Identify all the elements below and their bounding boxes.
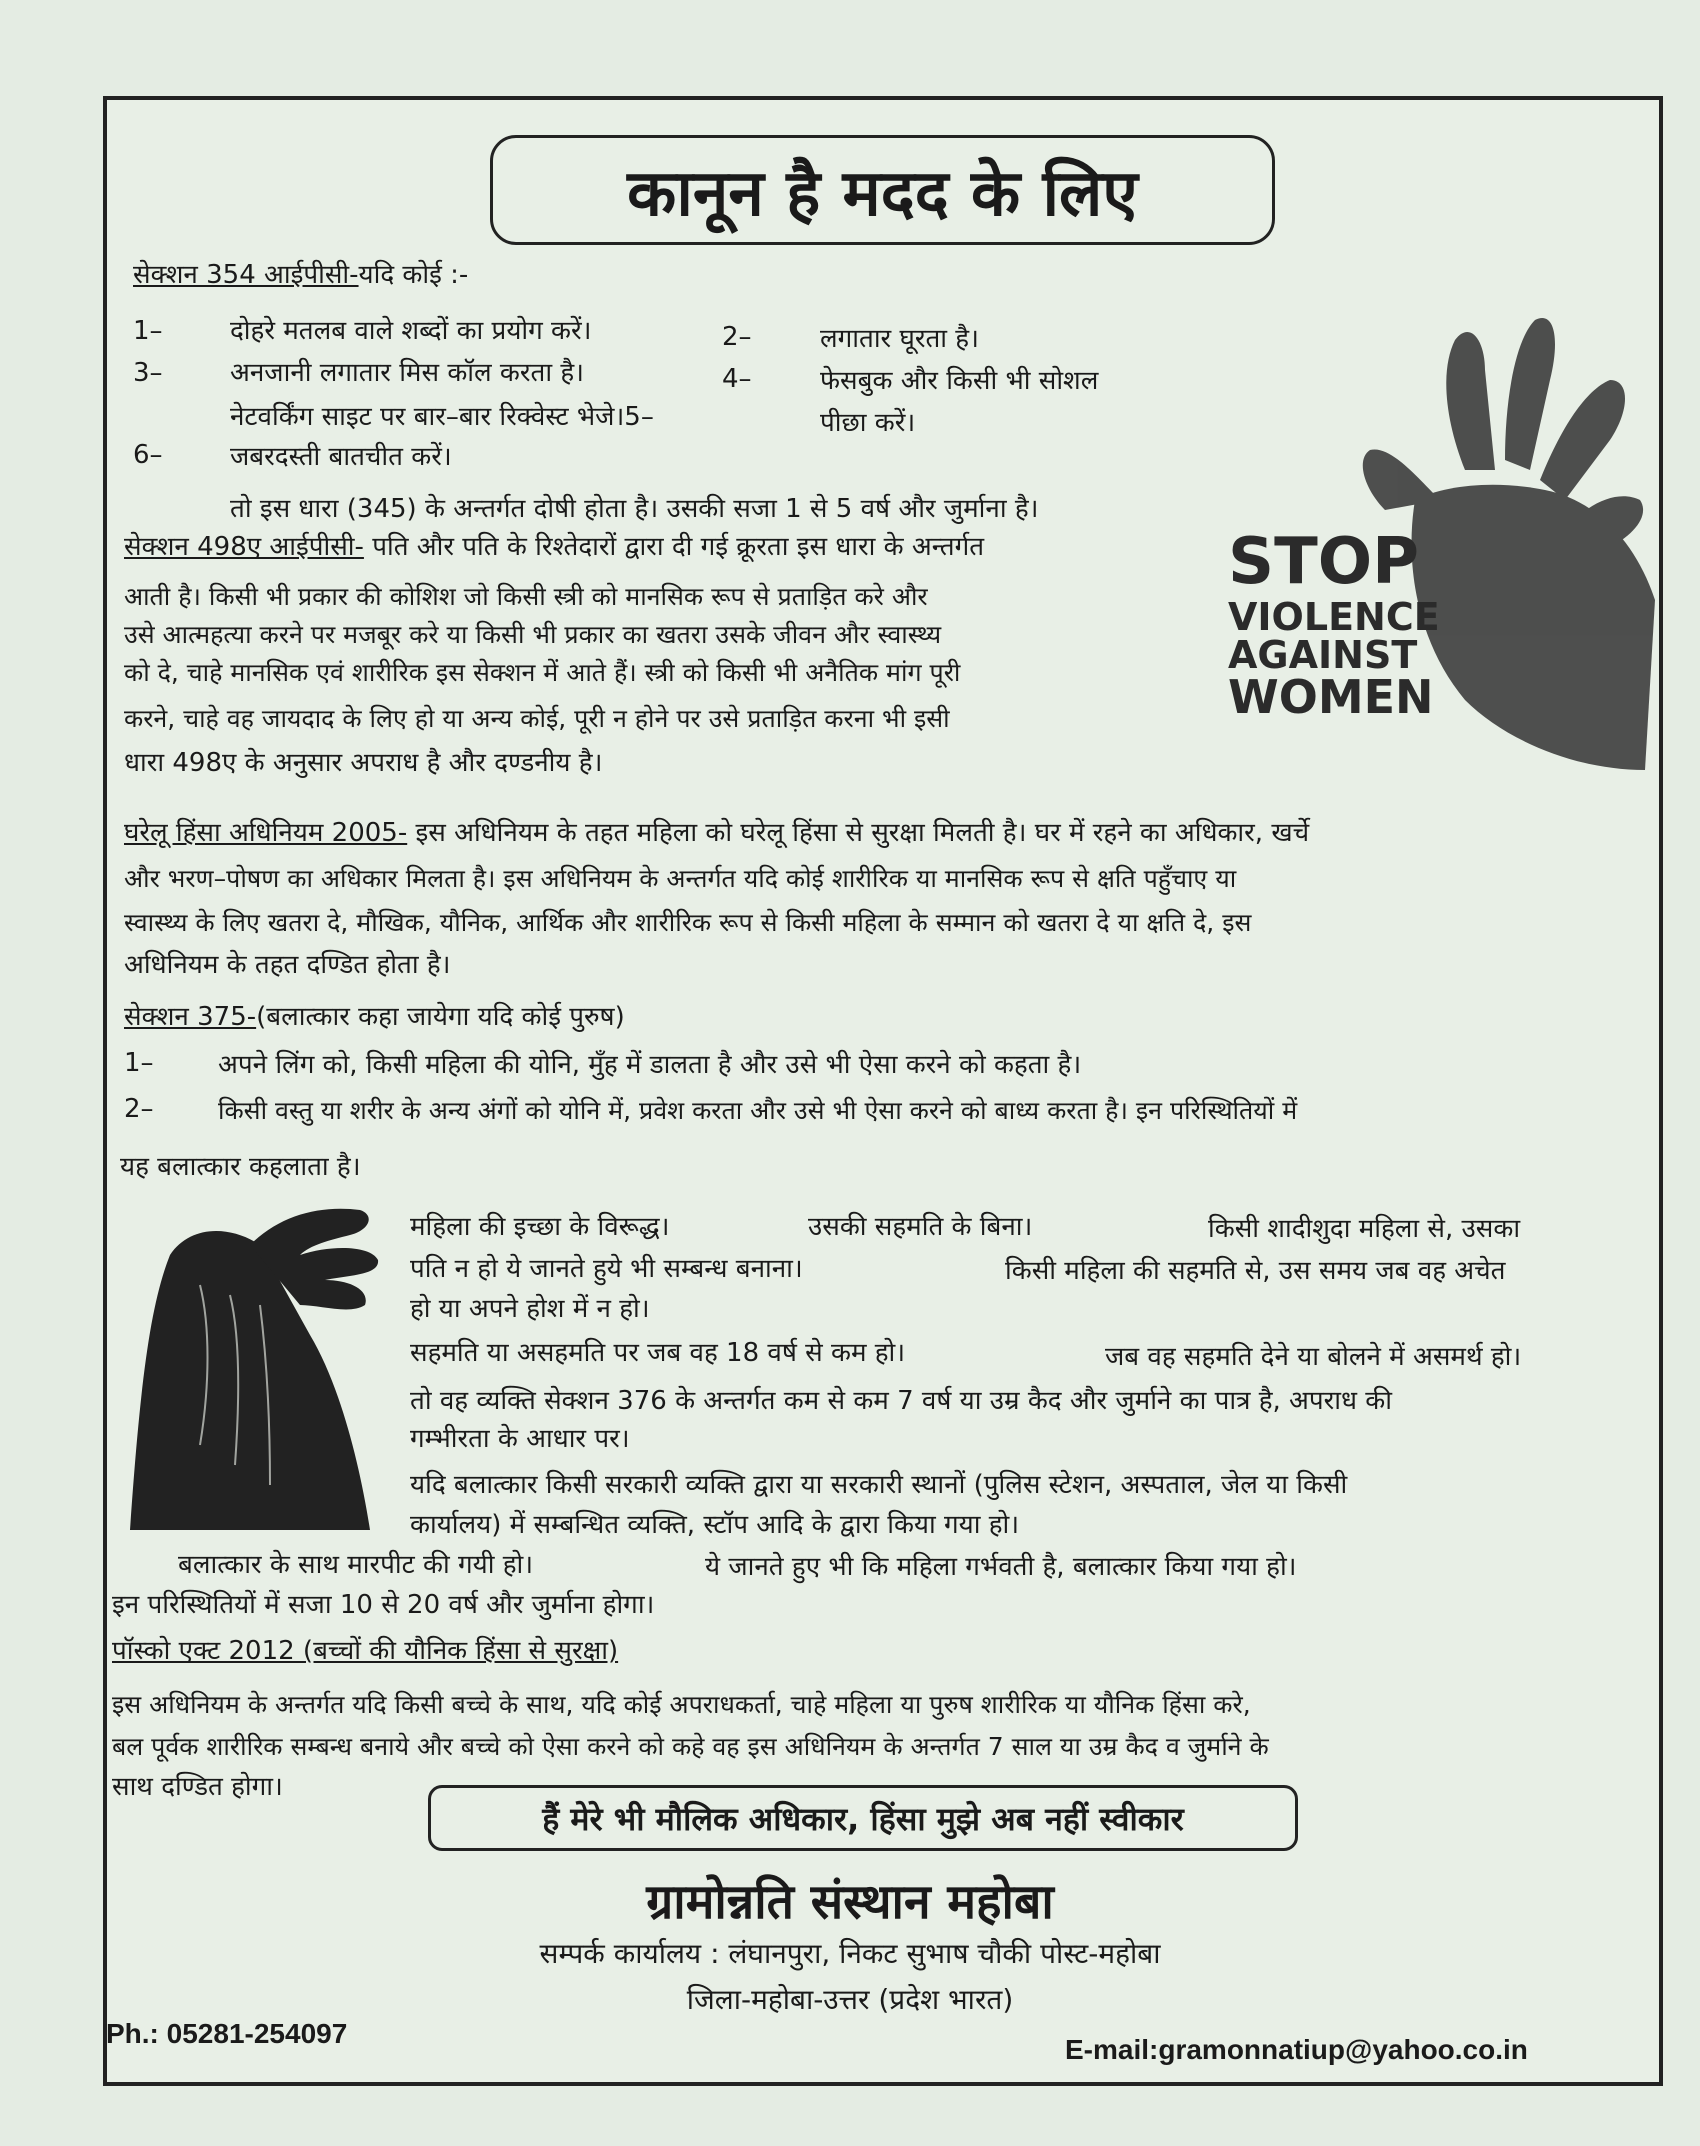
cond-line-7: [410, 1466, 1347, 1504]
cond-line-3: [410, 1290, 650, 1328]
cond-line-2: [410, 1250, 803, 1288]
page-title-text: कानून है मदद के लिए: [627, 156, 1138, 231]
address-line-2: जिला-महोबा-उत्तर (प्रदेश भारत): [686, 1983, 1014, 2016]
sec354-item-6: जबरदस्ती बातचीत करें।: [230, 442, 452, 472]
sec354-heading-rest: यदि कोई :-: [358, 260, 469, 290]
page-title: [490, 135, 1275, 245]
pocso-text-2: बल पूर्वक शारीरिक सम्बन्ध बनाये और बच्चे को ऐसा करने को कहे वह इस अधिनियम के अन्तर्गत 7 साल या उम्र कैद व जुर्माने के: [112, 1732, 1269, 1761]
sec354-item-5: पीछा करें।: [820, 408, 916, 438]
cond-4a: सहमति या असहमति पर जब वह 18 वर्ष से कम हो।: [410, 1338, 906, 1368]
sec375-num-1: 1–: [124, 1048, 154, 1078]
cond-line-2b: [1005, 1252, 1506, 1290]
cond-3a: हो या अपने होश में न हो।: [410, 1294, 650, 1324]
sec498-text-3: उसे आत्महत्या करने पर मजबूर करे या किसी भी प्रकार का खतरा उसके जीवन और स्वास्थ्य: [124, 620, 942, 649]
phone-number: Ph.: 05281-254097: [106, 2018, 348, 2049]
cond-8a: कार्यालय) में सम्बन्धित व्यक्ति, स्टॉप आदि के द्वारा किया गया हो।: [410, 1510, 1020, 1540]
dv-text-2: और भरण–पोषण का अधिकार मिलता है। इस अधिनियम के अन्तर्गत यदि कोई शारीरिक या मानसिक रूप से क्षति पहुँचाए या: [124, 864, 1237, 893]
cond-7a: यदि बलात्कार किसी सरकारी व्यक्ति द्वारा या सरकारी स्थानों (पुलिस स्टेशन, अस्पताल, जेल या किसी: [410, 1470, 1348, 1500]
cond-line-8: [410, 1506, 1019, 1544]
dv-line-1: [124, 814, 1309, 852]
cond-line-4b: [1105, 1338, 1521, 1376]
stop-line-4: WOMEN: [1228, 670, 1434, 724]
sec375-heading: सेक्शन 375-: [124, 1002, 257, 1032]
dv-text-1: इस अधिनियम के तहत महिला को घरेलू हिंसा से सुरक्षा मिलती है। घर में रहने का अधिकार, खर्चे: [415, 818, 1310, 848]
cond-extra-2: ये जानते हुए भी कि महिला गर्भवती है, बलात्कार किया गया हो।: [705, 1552, 1297, 1582]
sec375-header: [124, 998, 625, 1036]
pocso-heading: पॉस्को एक्ट 2012 (बच्चों की यौनिक हिंसा से सुरक्षा): [112, 1636, 619, 1666]
sec498-text-2: आती है। किसी भी प्रकार की कोशिश जो किसी स्त्री को मानसिक रूप से प्रताड़ित करे और: [124, 582, 928, 611]
cond-5a: तो वह व्यक्ति सेक्शन 376 के अन्तर्गत कम से कम 7 वर्ष या उम्र कैद और जुर्माने का पात्र है, अपराध की: [410, 1386, 1392, 1416]
sec354-num-6: 6–: [133, 440, 163, 470]
dv-text-3: स्वास्थ्य के लिए खतरा दे, मौखिक, यौनिक, आर्थिक और शारीरिक रूप से किसी महिला के सम्मान को खतरा दे या क्षति दे, इस: [124, 908, 1252, 937]
pocso-text-3: साथ दण्डित होगा।: [112, 1772, 283, 1802]
cond-line-1c: [1208, 1210, 1520, 1248]
sec354-header: [133, 256, 468, 294]
slogan-box: [428, 1785, 1298, 1851]
cond-4b: जब वह सहमति देने या बोलने में असमर्थ हो।: [1105, 1342, 1522, 1372]
sec354-item-3: अनजानी लगातार मिस कॉल करता है।: [230, 358, 584, 388]
organization-name: ग्रामोन्नति संस्थान महोबा: [646, 1874, 1054, 1930]
sec498-text-5: करने, चाहे वह जायदाद के लिए हो या अन्य कोई, पूरी न होने पर उसे प्रताड़ित करना भी इसी: [124, 704, 950, 733]
pocso-text-1: इस अधिनियम के अन्तर्गत यदि किसी बच्चे के साथ, यदि कोई अपराधकर्ता, चाहे महिला या पुरुष शारीरिक या यौनिक हिंसा करे,: [112, 1690, 1251, 1719]
sec498-heading: सेक्शन 498ए आईपीसी-: [124, 532, 364, 562]
cond-line-6: [410, 1420, 630, 1458]
sec375-item-1: अपने लिंग को, किसी महिला की योनि, मुँह में डालता है और उसे भी ऐसा करने को कहता है।: [218, 1050, 1082, 1080]
sec375-tail: यह बलात्कार कहलाता है।: [120, 1152, 361, 1182]
cond-6a: गम्भीरता के आधार पर।: [410, 1424, 630, 1454]
sec375-heading-rest: (बलात्कार कहा जायेगा यदि कोई पुरुष): [256, 1002, 625, 1032]
cond-2a: पति न हो ये जानते हुये भी सम्बन्ध बनाना।: [410, 1254, 803, 1284]
sec354-num-3: 3–: [133, 358, 163, 388]
sec354-num-1: 1–: [133, 316, 163, 346]
sec354-num-4: 4–: [722, 364, 752, 394]
dv-text-4: अधिनियम के तहत दण्डित होता है।: [124, 950, 451, 980]
covering-face-figure-icon: [110, 1185, 380, 1530]
sec375-num-2: 2–: [124, 1094, 154, 1124]
sec498-text-1: पति और पति के रिश्तेदारों द्वारा दी गई क्रूरता इस धारा के अन्तर्गत: [372, 532, 985, 562]
email-address[interactable]: E-mail:gramonnatiup@yahoo.co.in: [1065, 2034, 1528, 2065]
cond-1a: महिला की इच्छा के विरूद्ध।: [410, 1212, 670, 1242]
sec498-text-6: धारा 498ए के अनुसार अपराध है और दण्डनीय है।: [124, 748, 603, 778]
sec498-text-4: को दे, चाहे मानसिक एवं शारीरिक इस सेक्शन में आते हैं। स्त्री को किसी भी अनैतिक मांग पूरी: [124, 658, 961, 687]
cond-line-5: [410, 1382, 1392, 1420]
sec354-item-4: फेसबुक और किसी भी सोशल: [820, 366, 1099, 396]
address-line-1: सम्पर्क कार्यालय : लंघानपुरा, निकट सुभाष चौकी पोस्ट-महोबा: [539, 1937, 1161, 1970]
sec498-line-1: [124, 528, 984, 566]
sec375-item-2: किसी वस्तु या शरीर के अन्य अंगों को योनि में, प्रवेश करता और उसे भी ऐसा करने को बाध्य करता है। इन परिस्थितियों में: [218, 1096, 1298, 1125]
cond-line-1: [410, 1208, 670, 1246]
cond-2b: किसी महिला की सहमति से, उस समय जब वह अचेत: [1005, 1256, 1506, 1286]
stop-line-3: AGAINST: [1228, 633, 1418, 677]
cond-line-1b: [808, 1208, 1032, 1246]
stop-line-2: VIOLENCE: [1228, 595, 1440, 639]
cond-1c: किसी शादीशुदा महिला से, उसका: [1208, 1214, 1521, 1244]
sec354-item-4-cont: नेटवर्किंग साइट पर बार–बार रिक्वेस्ट भेजे।5–: [230, 402, 654, 432]
sec354-num-2: 2–: [722, 322, 752, 352]
cond-punishment: इन परिस्थितियों में सजा 10 से 20 वर्ष और जुर्माना होगा।: [112, 1590, 655, 1620]
slogan-text: हैं मेरे भी मौलिक अधिकार, हिंसा मुझे अब नहीं स्वीकार: [542, 1799, 1184, 1838]
cond-extra-1: बलात्कार के साथ मारपीट की गयी हो।: [178, 1550, 534, 1580]
stop-violence-stamp: [1228, 525, 1458, 724]
dv-heading: घरेलू हिंसा अधिनियम 2005-: [124, 818, 408, 848]
sec354-item-2: लगातार घूरता है।: [820, 324, 979, 354]
sec354-item-1: दोहरे मतलब वाले शब्दों का प्रयोग करें।: [230, 316, 592, 346]
cond-line-4: [410, 1334, 905, 1372]
sec354-conclusion: तो इस धारा (345) के अन्तर्गत दोषी होता है। उसकी सजा 1 से 5 वर्ष और जुर्माना है।: [230, 494, 1039, 524]
stop-line-1: STOP: [1228, 525, 1420, 599]
sec354-heading: सेक्शन 354 आईपीसी-: [133, 260, 359, 290]
cond-1b: उसकी सहमति के बिना।: [808, 1212, 1033, 1242]
